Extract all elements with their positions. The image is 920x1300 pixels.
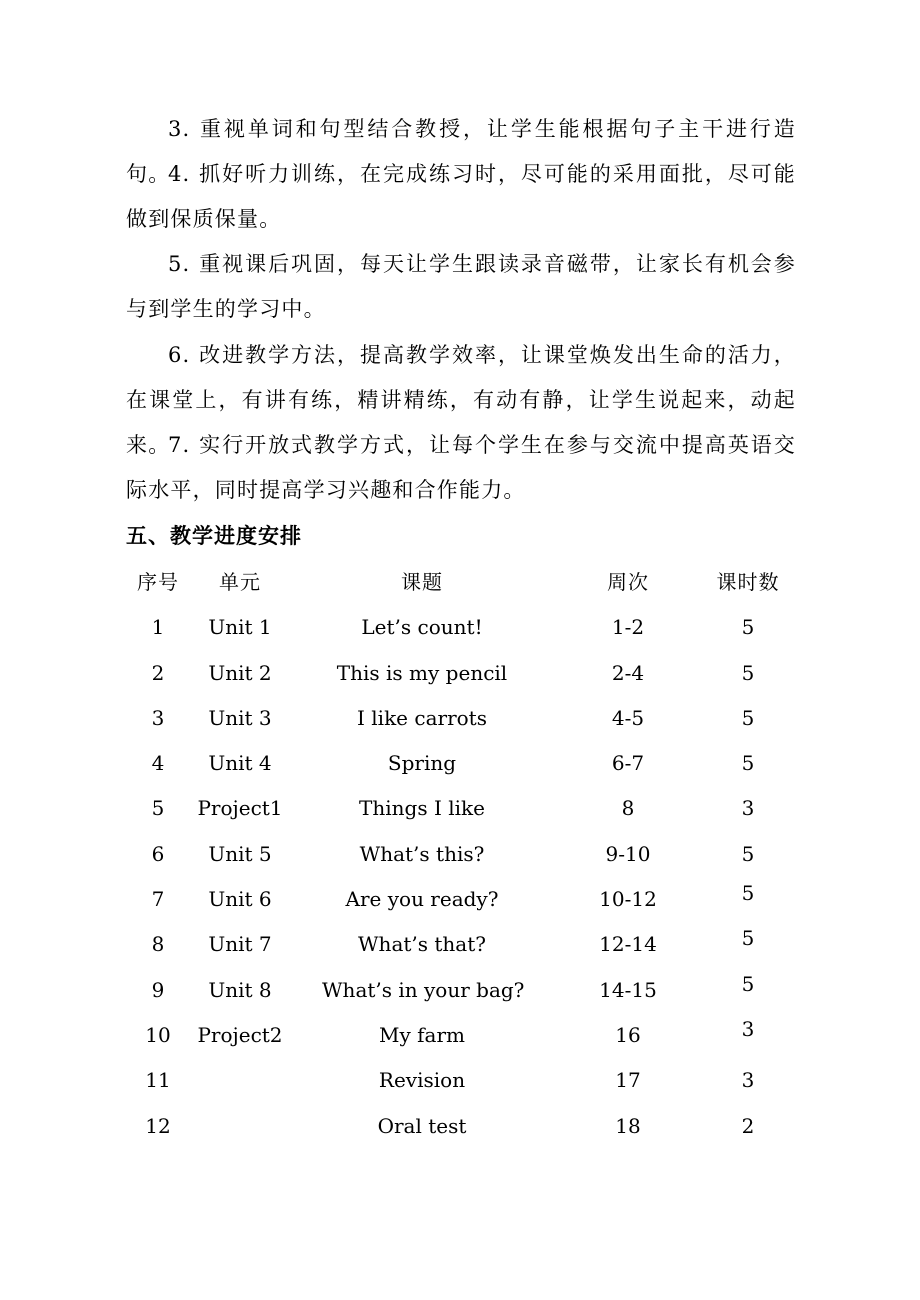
row-week: 17 (615, 1068, 641, 1093)
header-no: 序号 (137, 570, 179, 594)
row-unit (188, 1104, 292, 1149)
paragraph-item-4: 4. 抓好听力训练，在完成练习时，尽可能的采用面批，尽可能做到保质保量。 (126, 162, 796, 231)
header-hours: 课时数 (716, 570, 780, 594)
row-no: 10 (145, 1022, 171, 1047)
table-row (108, 605, 808, 650)
table-row (108, 1058, 808, 1103)
paragraph-item-5: 5. 重视课后巩固，每天让学生跟读录音磁带，让家长有机会参与到学生的学习中。 (126, 252, 796, 321)
row-hours: 3 (741, 1068, 755, 1093)
row-unit: Unit 6 (208, 887, 272, 912)
header-week: 周次 (607, 570, 649, 594)
row-unit: Unit 4 (208, 751, 272, 776)
row-week: 12-14 (599, 932, 657, 957)
row-no: 12 (145, 1113, 171, 1138)
row-title: Let’s count! (361, 615, 483, 640)
row-week: 4-5 (611, 705, 645, 730)
row-unit: Unit 8 (208, 977, 272, 1002)
paragraph-item-6: 6. 改进教学方法，提高教学效率，让课堂焕发出生命的活力，在课堂上，有讲有练，精讲精练，有动有静，让学生说起来，动起来。 (126, 343, 796, 457)
row-title: This is my pencil (336, 660, 508, 685)
table-row (108, 1104, 808, 1149)
row-unit: Project1 (197, 796, 283, 821)
table-row (108, 741, 808, 786)
row-title: Revision (378, 1068, 466, 1093)
row-unit: Unit 5 (208, 841, 272, 866)
header-unit: 单元 (219, 570, 261, 594)
row-title: Are you ready? (345, 887, 499, 912)
row-hours: 5 (741, 751, 755, 776)
row-hours: 5 (741, 615, 755, 640)
row-hours: 5 (741, 705, 755, 730)
row-title: What’s that? (358, 932, 486, 957)
row-no: 1 (151, 615, 165, 640)
row-title: Oral test (377, 1113, 467, 1138)
table-row (108, 1013, 808, 1058)
row-hours: 5 (741, 881, 755, 906)
row-title: Things I like (359, 796, 485, 821)
row-week: 14-15 (599, 977, 657, 1002)
row-unit (188, 1058, 292, 1103)
row-unit: Unit 2 (208, 660, 272, 685)
row-week: 16 (615, 1022, 641, 1047)
row-title: I like carrots (357, 705, 487, 730)
row-hours: 5 (741, 841, 755, 866)
row-hours: 5 (741, 926, 755, 951)
row-week: 2-4 (611, 660, 645, 685)
row-title: My farm (379, 1022, 465, 1047)
row-week: 6-7 (611, 751, 645, 776)
row-no: 8 (151, 932, 165, 957)
row-unit: Project2 (197, 1022, 283, 1047)
row-week: 1-2 (611, 615, 645, 640)
row-title: What’s this? (359, 841, 485, 866)
row-hours: 3 (741, 796, 755, 821)
row-title: What’s in your bag? (322, 977, 525, 1002)
row-unit: Unit 7 (208, 932, 272, 957)
table-row (108, 651, 808, 696)
row-no: 3 (151, 705, 165, 730)
row-unit: Unit 1 (208, 615, 272, 640)
paragraph-item-7: 7. 实行开放式教学方式，让每个学生在参与交流中提高英语交际水平，同时提高学习兴趣和合作能力。 (126, 433, 796, 502)
row-hours: 5 (741, 971, 755, 996)
row-hours: 2 (741, 1113, 755, 1138)
row-no: 9 (151, 977, 165, 1002)
row-week: 8 (621, 796, 635, 821)
row-no: 4 (151, 751, 165, 776)
table-header-row (108, 560, 808, 605)
paragraph-item-3: 3. 重视单词和句型结合教授，让学生能根据句子主干进行造句。 (126, 117, 796, 186)
row-week: 9-10 (605, 841, 651, 866)
row-no: 5 (151, 796, 165, 821)
schedule-table (108, 560, 808, 1149)
row-no: 11 (145, 1068, 171, 1093)
row-no: 2 (151, 660, 165, 685)
table-row (108, 786, 808, 831)
header-title: 课题 (401, 570, 443, 594)
row-hours: 3 (741, 1016, 755, 1041)
section-heading: 五、教学进度安排 (126, 523, 302, 548)
row-unit: Unit 3 (208, 705, 272, 730)
row-week: 18 (615, 1113, 641, 1138)
row-title: Spring (387, 751, 457, 776)
table-row (108, 696, 808, 741)
row-no: 6 (151, 841, 165, 866)
row-no: 7 (151, 887, 165, 912)
row-hours: 5 (741, 660, 755, 685)
row-week: 10-12 (599, 887, 657, 912)
